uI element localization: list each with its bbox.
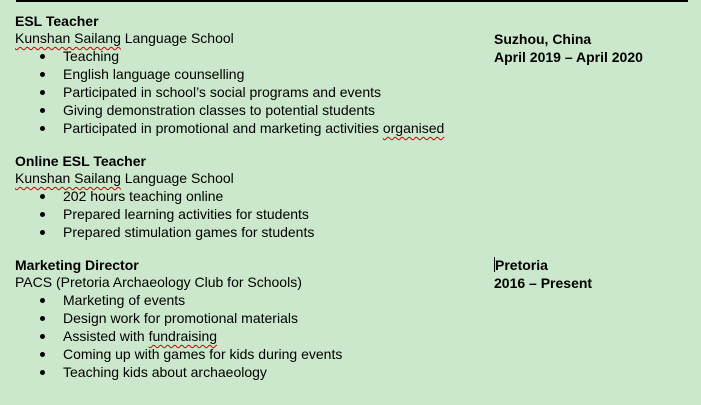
- duty-item: Prepared stimulation games for students: [15, 223, 687, 241]
- duty-item: Coming up with games for kids during events: [15, 345, 687, 363]
- duty-item: Prepared learning activities for students: [15, 205, 687, 223]
- job-title: Online ESL Teacher: [15, 153, 146, 169]
- duty-item: English language counselling: [15, 65, 687, 83]
- organization-rest: Language School: [120, 170, 234, 186]
- organization-name: Kunshan Sailang: [15, 30, 121, 46]
- job-dates: 2016 – Present: [494, 275, 593, 291]
- job-dates: April 2019 – April 2020: [494, 49, 643, 65]
- job-location: Suzhou, China: [494, 31, 592, 47]
- duty-item: [15, 119, 687, 137]
- job-title: Marketing Director: [15, 257, 139, 273]
- duty-list: [15, 291, 687, 381]
- job-meta: [494, 30, 643, 66]
- duty-item: [15, 327, 687, 345]
- organization: [15, 170, 687, 187]
- organization-rest: Language School: [120, 30, 234, 46]
- duty-item: Teaching: [15, 47, 687, 65]
- duty-item: Marketing of events: [15, 291, 687, 309]
- organization: PACS (Pretoria Archaeology Club for Schools): [15, 274, 302, 290]
- top-rule: [16, 0, 688, 2]
- duty-item: Teaching kids about archaeology: [15, 363, 687, 381]
- duty-item: Giving demonstration classes to potential students: [15, 101, 687, 119]
- duty-text-flagged: fundraising: [148, 328, 218, 344]
- duty-list: [15, 187, 687, 241]
- duty-text: Participated in promotional and marketing activities: [63, 120, 383, 136]
- duty-item: Participated in school’s social programs and events: [15, 83, 687, 101]
- duty-text: Assisted with: [63, 328, 149, 344]
- job-marketing-director: [15, 256, 687, 381]
- organization-name: Kunshan Sailang: [15, 170, 121, 186]
- duty-item: Design work for promotional materials: [15, 309, 687, 327]
- job-location-text: Pretoria: [495, 257, 548, 273]
- job-meta: [494, 256, 592, 292]
- job-online-esl-teacher: [15, 152, 687, 241]
- job-esl-teacher: [15, 12, 687, 137]
- job-title: ESL Teacher: [15, 13, 99, 29]
- duty-text-flagged: organised: [382, 120, 445, 136]
- job-location: [494, 256, 592, 274]
- duty-item: 202 hours teaching online: [15, 187, 687, 205]
